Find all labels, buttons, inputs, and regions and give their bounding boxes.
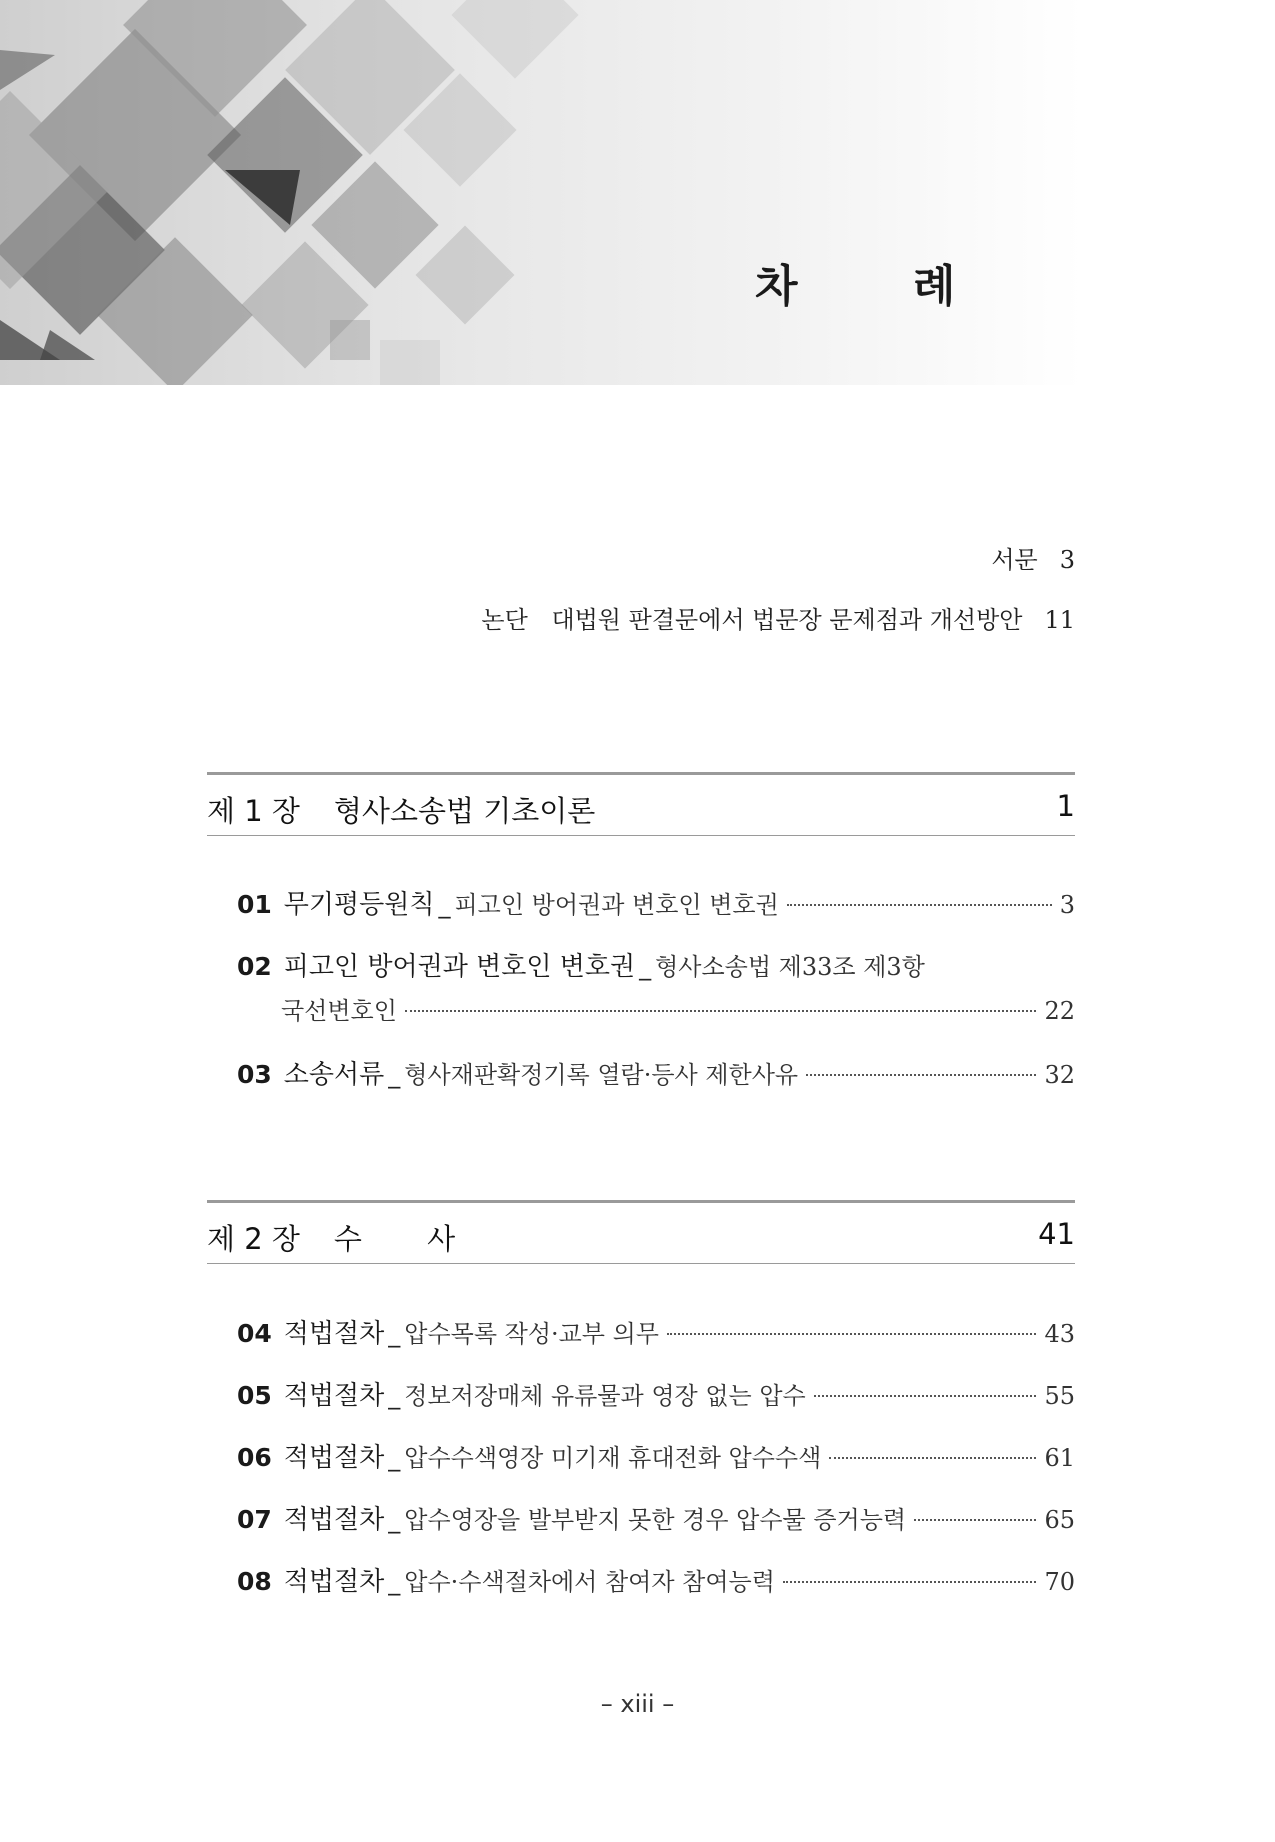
- toc-entry-07[interactable]: [237, 1499, 1075, 1536]
- entry-page: 55: [1044, 1382, 1075, 1410]
- intro-entry-preface[interactable]: [991, 540, 1075, 575]
- toc-entry-02[interactable]: [237, 946, 1075, 1026]
- entry-subtitle: 형사소송법 제33조 제3항: [655, 953, 925, 981]
- entry-separator: _: [388, 1061, 401, 1089]
- entry-page: 22: [1044, 997, 1075, 1025]
- entry-number: 03: [237, 1060, 272, 1089]
- chapter-2-heading[interactable]: [207, 1200, 1075, 1264]
- entry-separator: _: [438, 891, 451, 919]
- entry-topic: 소송서류: [283, 1060, 385, 1090]
- entry-subtitle: 압수영장을 발부받지 못한 경우 압수물 증거능력: [404, 1506, 907, 1534]
- geometric-pattern: [0, 0, 1275, 385]
- entry-subtitle: 형사재판확정기록 열람·등사 제한사유: [404, 1061, 799, 1089]
- dot-leader: [806, 1074, 1036, 1076]
- chapter-page: 41: [1038, 1217, 1075, 1251]
- chapter-page: 1: [1056, 789, 1075, 823]
- entry-page: 65: [1044, 1506, 1075, 1534]
- toc-entry-04[interactable]: [237, 1313, 1075, 1350]
- dot-leader: [829, 1457, 1036, 1459]
- entry-number: 06: [237, 1443, 272, 1472]
- chapter-1-heading[interactable]: [207, 772, 1075, 836]
- dot-leader: [667, 1333, 1036, 1335]
- intro-label: 서문: [991, 546, 1038, 574]
- entry-topic: 적법절차: [283, 1381, 385, 1411]
- entry-separator: _: [388, 1320, 401, 1348]
- intro-label: 논단: [481, 606, 528, 634]
- toc-entry-08[interactable]: [237, 1561, 1075, 1598]
- toc-entry-06[interactable]: [237, 1437, 1075, 1474]
- entry-subtitle: 압수수색영장 미기재 휴대전화 압수수색: [404, 1444, 822, 1472]
- entry-number: 04: [237, 1319, 272, 1348]
- chapter-title: [207, 1217, 483, 1258]
- entry-separator: _: [388, 1568, 401, 1596]
- entry-number: 01: [237, 890, 272, 919]
- entry-topic: 적법절차: [283, 1505, 385, 1535]
- entry-topic: 무기평등원칙: [283, 890, 435, 920]
- entry-topic: 적법절차: [283, 1319, 385, 1349]
- toc-entry-03[interactable]: [237, 1054, 1075, 1091]
- toc-entry-01[interactable]: [237, 884, 1075, 921]
- chapter-name: 형사소송법 기초이론: [333, 794, 596, 828]
- entry-number: 07: [237, 1505, 272, 1534]
- chapter-name: 수 사: [333, 1222, 484, 1256]
- dot-leader: [814, 1395, 1037, 1397]
- entry-topic: 적법절차: [283, 1567, 385, 1597]
- chapter-title: [207, 789, 595, 830]
- entry-separator: _: [388, 1382, 401, 1410]
- entry-number: 05: [237, 1381, 272, 1410]
- intro-text: 대법원 판결문에서 법문장 문제점과 개선방안: [551, 606, 1023, 634]
- dot-leader: [783, 1581, 1037, 1583]
- dot-leader: [914, 1519, 1036, 1521]
- entry-subtitle: 정보저장매체 유류물과 영장 없는 압수: [404, 1382, 806, 1410]
- entry-number: 08: [237, 1567, 272, 1596]
- entry-subtitle: 압수·수색절차에서 참여자 참여능력: [404, 1568, 775, 1596]
- chapter-label: 제 2 장: [207, 1222, 300, 1256]
- toc-entry-05[interactable]: [237, 1375, 1075, 1412]
- entry-topic: 적법절차: [283, 1443, 385, 1473]
- entry-page: 32: [1044, 1061, 1075, 1089]
- dot-leader: [787, 904, 1052, 906]
- header-banner: [0, 0, 1275, 385]
- entry-page: 70: [1044, 1568, 1075, 1596]
- entry-separator: _: [388, 1444, 401, 1472]
- intro-page: 3: [1059, 546, 1075, 574]
- intro-entry-essay[interactable]: [481, 600, 1075, 635]
- page-title: 차 례: [755, 261, 1006, 312]
- entry-page: 61: [1044, 1444, 1075, 1472]
- entry-subtitle: 피고인 방어권과 변호인 변호권: [454, 891, 779, 919]
- entry-subtitle: 압수목록 작성·교부 의무: [404, 1320, 659, 1348]
- dot-leader: [405, 1010, 1037, 1012]
- entry-separator: _: [639, 953, 652, 981]
- entry-separator: _: [388, 1506, 401, 1534]
- page-number-footer: – xiii –: [600, 1690, 675, 1718]
- entry-page: 43: [1044, 1320, 1075, 1348]
- chapter-label: 제 1 장: [207, 794, 300, 828]
- entry-topic: 피고인 방어권과 변호인 변호권: [283, 952, 636, 982]
- entry-subtitle-continued: 국선변호인: [281, 997, 397, 1025]
- intro-page: 11: [1044, 606, 1075, 634]
- entry-number: 02: [237, 952, 272, 981]
- entry-page: 3: [1059, 891, 1075, 919]
